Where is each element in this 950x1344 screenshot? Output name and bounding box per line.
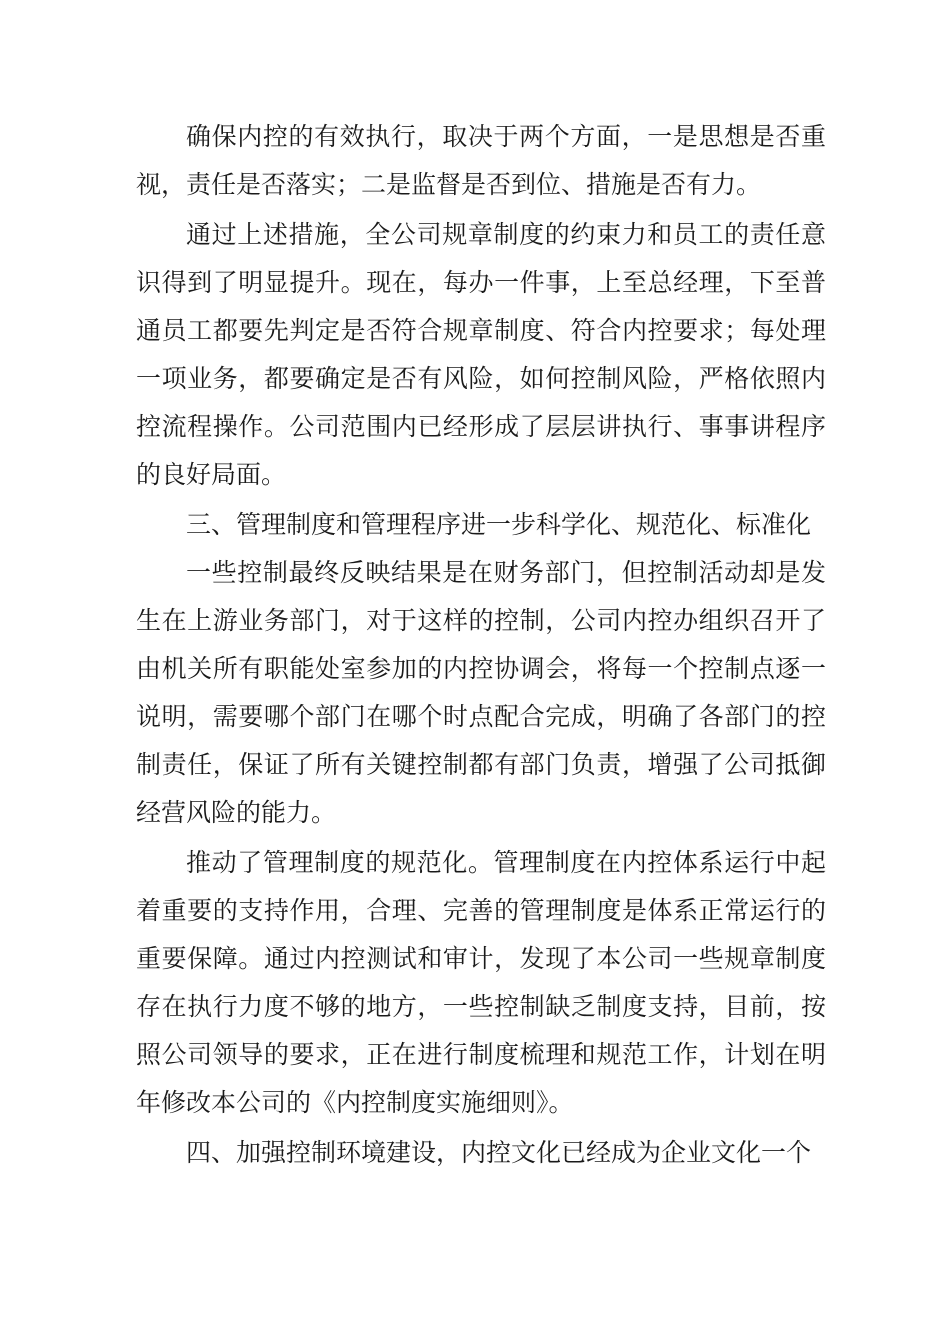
- paragraph-4: [136, 549, 826, 837]
- paragraph-line: 制责任，保证了所有关键控制都有部门负责，增强了公司抵御: [136, 750, 826, 779]
- paragraph-line: 存在执行力度不够的地方，一些控制缺乏制度支持，目前，按: [136, 992, 826, 1021]
- paragraph-line: 一项业务，都要确定是否有风险，如何控制风险，严格依照内: [136, 364, 826, 393]
- paragraph-line: 经营风险的能力。: [136, 798, 337, 827]
- paragraph-line: 推动了管理制度的规范化。管理制度在内控体系运行中起: [186, 848, 826, 877]
- paragraph-2: [136, 211, 826, 499]
- section-heading-text: 四、加强控制环境建设，内控文化已经成为企业文化一个: [186, 1138, 812, 1167]
- paragraph-line: 照公司领导的要求，正在进行制度梳理和规范工作，计划在明: [136, 1040, 826, 1069]
- paragraph-line: 通员工都要先判定是否符合规章制度、符合内控要求；每处理: [136, 316, 826, 345]
- paragraph-line: 年修改本公司的《内控制度实施细则》。: [136, 1088, 574, 1117]
- paragraph-line: 的良好局面。: [136, 460, 287, 489]
- paragraph-line: 通过上述措施，全公司规章制度的约束力和员工的责任意: [186, 220, 826, 249]
- section-heading-text: 三、管理制度和管理程序进一步科学化、规范化、标准化: [186, 510, 812, 539]
- section-heading-4: [136, 1129, 826, 1177]
- paragraph-line: 着重要的支持作用，合理、完善的管理制度是体系正常运行的: [136, 896, 826, 925]
- paragraph-5: [136, 839, 826, 1127]
- document-body: [136, 113, 826, 1177]
- paragraph-line: 控流程操作。公司范围内已经形成了层层讲执行、事事讲程序: [136, 412, 826, 441]
- paragraph-line: 识得到了明显提升。现在，每办一件事，上至总经理，下至普: [136, 268, 826, 297]
- paragraph-line: 重要保障。通过内控测试和审计，发现了本公司一些规章制度: [136, 944, 826, 973]
- paragraph-line: 一些控制最终反映结果是在财务部门，但控制活动却是发: [186, 558, 826, 587]
- paragraph-line: 说明，需要哪个部门在哪个时点配合完成，明确了各部门的控: [136, 702, 826, 731]
- paragraph-line: 视，责任是否落实；二是监督是否到位、措施是否有力。: [136, 170, 762, 199]
- paragraph-1: [136, 113, 826, 209]
- section-heading-3: [136, 501, 826, 549]
- paragraph-line: 由机关所有职能处室参加的内控协调会，将每一个控制点逐一: [136, 654, 826, 683]
- paragraph-line: 确保内控的有效执行，取决于两个方面，一是思想是否重: [186, 122, 826, 151]
- paragraph-line: 生在上游业务部门，对于这样的控制，公司内控办组织召开了: [136, 606, 826, 635]
